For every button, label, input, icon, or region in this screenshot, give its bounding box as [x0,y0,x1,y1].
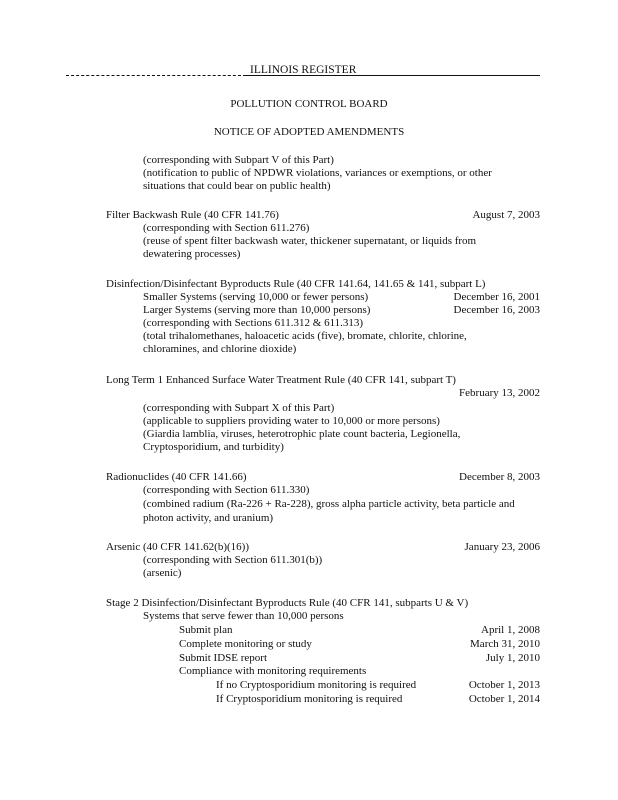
rule-title-disinfection: Disinfection/Disinfectant Byproducts Rule (40 CFR 141.64, 141.65 & 141, subpart L) [106,278,486,290]
sub-milestone-label: If Cryptosporidium monitoring is required [216,693,403,705]
rule-date-arsenic: January 23, 2006 [464,541,540,553]
rule-title-radionuclides: Radionuclides (40 CFR 141.66) [106,471,247,483]
rule-date-radionuclides: December 8, 2003 [459,471,540,483]
milestone-date: March 31, 2010 [470,638,540,650]
rule-detail: (corresponding with Subpart X of this Part) [143,402,335,414]
rule-detail: (applicable to suppliers providing water to 10,000 or more persons) [143,415,440,427]
rule-detail: chloramines, and chlorine dioxide) [143,343,297,355]
rule-detail: photon activity, and uranium) [143,512,274,524]
rule-detail: (arsenic) [143,567,182,579]
systems-label: Systems that serve fewer than 10,000 persons [143,610,344,622]
continuation-line: (notification to public of NPDWR violations, variances or exemptions, or other [143,167,492,179]
rule-detail: (Giardia lamblia, viruses, heterotrophic plate count bacteria, Legionella, [143,428,461,440]
rule-detail: (corresponding with Sections 611.312 & 611.313) [143,317,364,329]
small-systems-label: Smaller Systems (serving 10,000 or fewer persons) [143,291,369,303]
small-systems-date: December 16, 2001 [453,291,540,303]
rule-date-lt1: February 13, 2002 [459,387,540,399]
sub-milestone-date: October 1, 2013 [468,679,540,691]
sub-milestone-label: If no Cryptosporidium monitoring is required [216,679,417,691]
compliance-label: Compliance with monitoring requirements [179,665,367,677]
rule-detail: dewatering processes) [143,248,241,260]
continuation-line: situations that could bear on public health) [143,180,331,192]
rule-detail: (total trihalomethanes, haloacetic acids (five), bromate, chlorite, chlorine, [143,330,467,342]
sub-milestone-date: October 1, 2014 [468,693,540,705]
register-title: ILLINOIS REGISTER [250,64,357,76]
rule-detail: Cryptosporidium, and turbidity) [143,441,284,453]
milestone-label: Submit IDSE report [179,652,267,664]
milestone-date: July 1, 2010 [485,652,540,664]
rule-detail: (combined radium (Ra-226 + Ra-228), gross alpha particle activity, beta particle and [143,498,515,510]
header-rule-dashed [66,75,246,76]
milestone-date: April 1, 2008 [481,624,540,636]
milestone-label: Complete monitoring or study [179,638,312,650]
rule-detail: (corresponding with Section 611.301(b)) [143,554,323,566]
large-systems-label: Larger Systems (serving more than 10,000 persons) [143,304,371,316]
large-systems-date: December 16, 2003 [453,304,540,316]
continuation-line: (corresponding with Subpart V of this Part) [143,154,334,166]
rule-detail: (corresponding with Section 611.330) [143,484,310,496]
rule-date-filter: August 7, 2003 [472,209,540,221]
rule-title-stage2: Stage 2 Disinfection/Disinfectant Byproducts Rule (40 CFR 141, subparts U & V) [106,597,469,609]
rule-detail: (reuse of spent filter backwash water, thickener supernatant, or liquids from [143,235,477,247]
milestone-label: Submit plan [179,624,233,636]
rule-title-filter: Filter Backwash Rule (40 CFR 141.76) [106,209,279,221]
rule-title-arsenic: Arsenic (40 CFR 141.62(b)(16)) [106,541,249,553]
notice-title: NOTICE OF ADOPTED AMENDMENTS [213,126,405,138]
board-title: POLLUTION CONTROL BOARD [230,98,388,110]
rule-title-lt1: Long Term 1 Enhanced Surface Water Treatment Rule (40 CFR 141, subpart T) [106,374,456,386]
rule-detail: (corresponding with Section 611.276) [143,222,310,234]
